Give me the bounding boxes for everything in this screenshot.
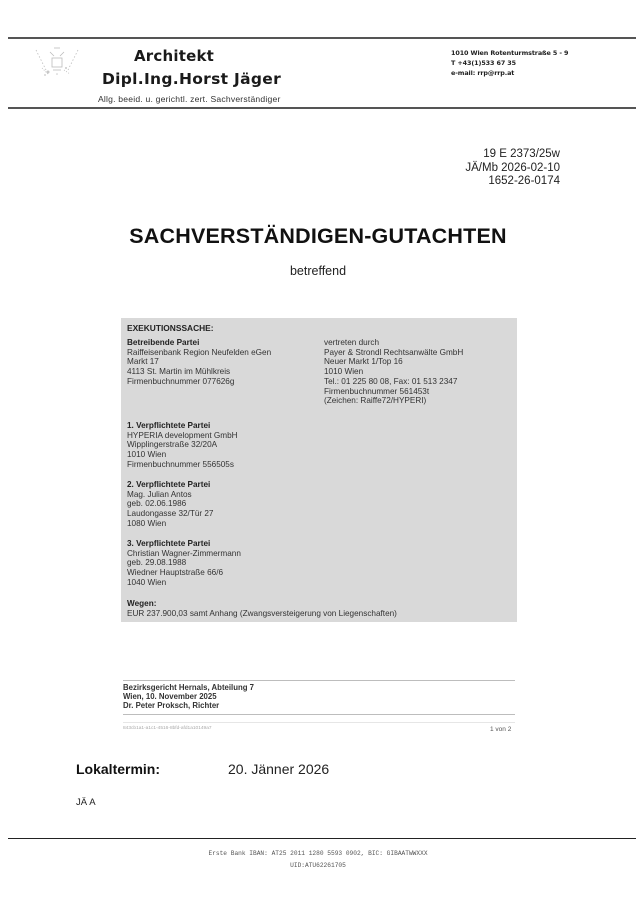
court-line: Dr. Peter Proksch, Richter: [123, 700, 220, 710]
court-line: Bezirksgericht Hernals, Abteilung 7: [123, 683, 254, 692]
footer-rule: [8, 838, 636, 839]
representative-line: (Zeichen: Raiffe72/HYPERI): [324, 396, 427, 406]
obligor-line: Wipplingerstraße 32/20A: [127, 440, 218, 450]
creditor-line: Raiffeisenbank Region Neufelden eGen: [127, 347, 272, 357]
obligor-label: 2. Verpflichtete Partei: [127, 480, 211, 489]
reason-label: Wegen:: [127, 599, 157, 608]
representative-line: Firmenbuchnummer 561453t: [324, 386, 430, 396]
court-hash-rule: [123, 722, 515, 723]
case-heading: EXEKUTIONSSACHE:: [127, 323, 214, 333]
obligor-line: HYPERIA development GmbH: [127, 430, 238, 440]
obligor-line: 1040 Wien: [127, 577, 167, 587]
letterhead-profession: Architekt: [134, 47, 215, 65]
representative-line: 1010 Wien: [324, 367, 364, 377]
court-line: Wien, 10. November 2025: [123, 691, 217, 701]
court-block: [123, 684, 254, 710]
representative-line: Neuer Markt 1/Top 16: [324, 357, 403, 367]
page-number: 1 von 2: [490, 726, 512, 733]
internal-number: 1652-26-0174: [488, 175, 560, 187]
creditor-line: 4113 St. Martin im Mühlkreis: [127, 367, 231, 377]
document-subtitle: betreffend: [289, 264, 347, 278]
obligor-block-1: [127, 421, 238, 470]
uid-number: UID:ATU62261705: [290, 862, 346, 869]
author-date: JÄ/Mb 2026-02-10: [465, 161, 560, 174]
representative-block: [324, 338, 463, 406]
court-bottom-rule: [123, 714, 515, 715]
obligor-block-3: [127, 539, 241, 588]
creditor-line: Firmenbuchnummer 077626g: [127, 376, 235, 386]
document-hash: 843cb1a1-a1c1-4516-8bfd-afd1a10149a7: [123, 726, 212, 731]
contact-email: e-mail: rrp@rrp.at: [451, 69, 515, 77]
creditor-label: Betreibende Partei: [127, 338, 200, 347]
letterhead-name: Dipl.Ing.Horst Jäger: [102, 70, 282, 88]
letterhead-contact: [451, 48, 568, 78]
obligor-line: geb. 02.06.1986: [127, 499, 187, 509]
footer-bank-info: [0, 848, 636, 872]
reference-block: [465, 148, 560, 189]
reason-block: [127, 599, 397, 618]
obligor-line: Laudongasse 32/Tür 27: [127, 509, 214, 519]
appointment-date: 20. Jänner 2026: [228, 761, 330, 777]
author-initials: JÄ A: [76, 797, 96, 808]
crest-logo-icon: [34, 44, 80, 80]
obligor-line: Mag. Julian Antos: [127, 489, 192, 499]
obligor-label: 1. Verpflichtete Partei: [127, 421, 211, 430]
creditor-line: Markt 17: [127, 357, 159, 367]
court-top-rule: [123, 680, 515, 681]
representative-line: Tel.: 01 225 80 08, Fax: 01 513 2347: [324, 376, 458, 386]
appointment-label: Lokaltermin:: [76, 761, 161, 777]
obligor-block-2: [127, 480, 214, 529]
obligor-label: 3. Verpflichtete Partei: [127, 539, 211, 548]
case-summary-box: [121, 318, 517, 622]
case-number: 19 E 2373/25w: [483, 148, 560, 160]
obligor-line: 1080 Wien: [127, 518, 167, 528]
obligor-line: geb. 29.08.1988: [127, 558, 187, 568]
obligor-line: 1010 Wien: [127, 450, 167, 460]
bank-details: Erste Bank IBAN: AT25 2011 1280 5593 0902, BIC: GIBAATWWXXX: [208, 850, 428, 857]
document-title: SACHVERSTÄNDIGEN-GUTACHTEN: [129, 224, 507, 248]
contact-address: 1010 Wien Rotenturmstraße 5 - 9: [451, 49, 569, 57]
header-top-rule: [8, 37, 636, 39]
letterhead-subtitle: Allg. beeid. u. gerichtl. zert. Sachverständiger: [98, 94, 281, 104]
creditor-block: [127, 338, 271, 387]
obligor-line: Christian Wagner-Zimmermann: [127, 548, 241, 558]
representative-label: vertreten durch: [324, 338, 380, 347]
header-bottom-rule: [8, 107, 636, 109]
contact-phone: T +43(1)533 67 35: [451, 59, 516, 67]
obligor-line: Firmenbuchnummer 556505s: [127, 459, 234, 469]
representative-line: Payer & Strondl Rechtsanwälte GmbH: [324, 347, 464, 357]
reason-text: EUR 237.900,03 samt Anhang (Zwangsversteigerung von Liegenschaften): [127, 608, 397, 618]
obligor-line: Wiedner Hauptstraße 66/6: [127, 568, 224, 578]
